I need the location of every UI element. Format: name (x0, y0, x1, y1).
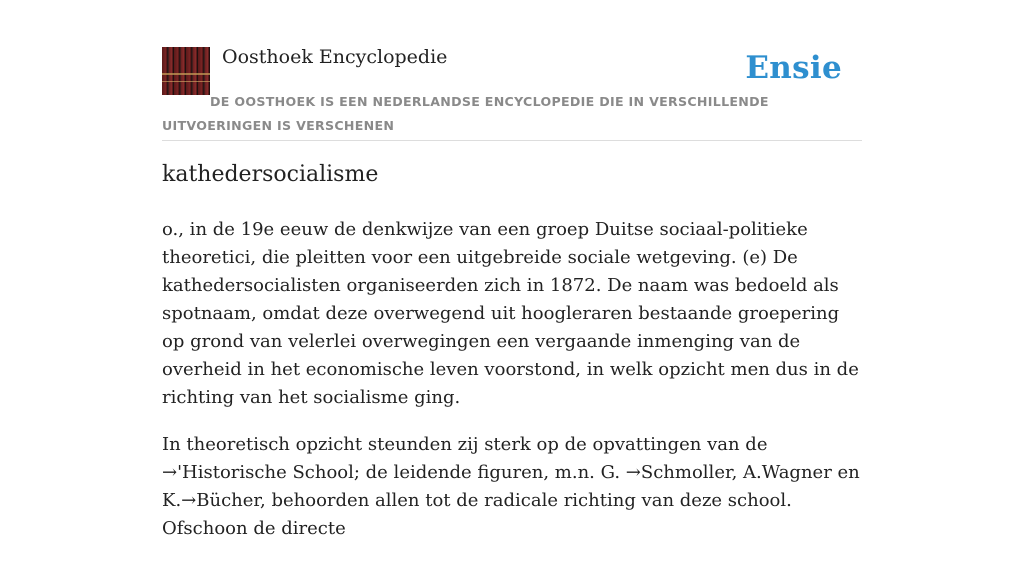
article-paragraph: In theoretisch opzicht steunden zij sterk op de opvattingen van de →'Historische School; de leidende figuren, m.n. G. →Schmoller, A.Wagner en K.→Bücher, behoorden allen tot de radicale richting van deze school. Ofschoon de directe (162, 434, 860, 539)
shelf-line (162, 73, 210, 75)
site-name-link[interactable]: Oosthoek Encyclopedie (222, 46, 448, 68)
article-body (162, 216, 862, 562)
site-header (162, 0, 862, 141)
bookshelf-avatar-icon[interactable] (162, 47, 210, 95)
article-paragraph: o., in de 19e eeuw de denkwijze van een groep Duitse sociaal-politieke theoretici, die pleitten voor een uitgebreide sociale wetgeving. (e) De kathedersocialisten organiseerden zich in 1872. De naam was bedoeld als spotnaam, omdat deze overwegend uit hoogleraren bestaande groepering op grond van velerlei overwegingen een vergaande inmenging van de overheid in het economische leven voorstond, in welk opzicht men dus in de richting van het socialisme ging. (162, 219, 859, 408)
ensie-logo[interactable]: Ensie (745, 50, 842, 86)
books-image (162, 47, 210, 95)
page-container (162, 0, 862, 539)
article-title: kathedersocialisme (162, 162, 379, 187)
site-tagline: DE OOSTHOEK IS EEN NEDERLANDSE ENCYCLOPEDIE DIE IN VERSCHILLENDE UITVOERINGEN IS VERSCHENEN (162, 94, 769, 133)
shelf-line-lower (162, 81, 210, 82)
